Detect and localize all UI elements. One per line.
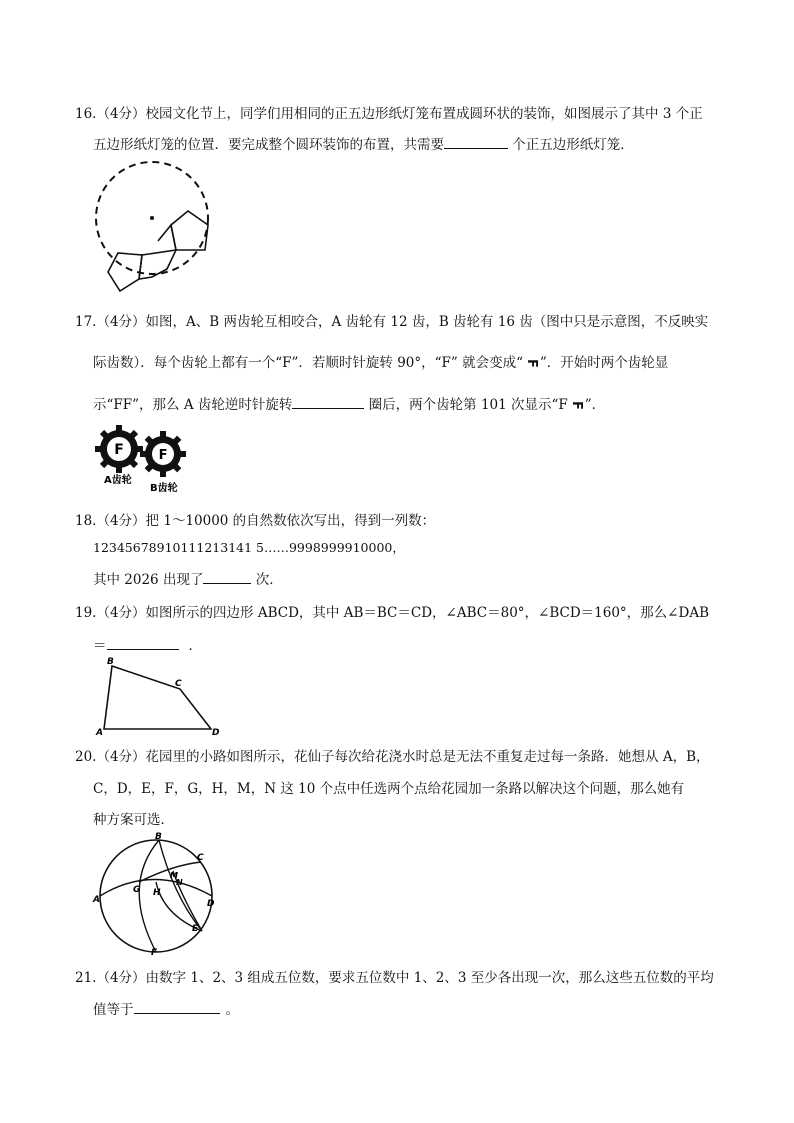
q18-line3: 其中 2026 出现了 次． xyxy=(93,568,283,588)
q18-number-sequence: 12345678910111213141 5……9998999910000， xyxy=(93,540,405,555)
q16-figure xyxy=(92,165,242,295)
q21-line1: 21.（4分）由数字 1、2、3 组成五位数，要求五位数中 1、2、3 至少各出现一次，那么这些五位数的平均 xyxy=(75,970,714,986)
q20-line1: 20.（4分）花园里的小路如图所示，花仙子每次给花浇水时总是无法不重复走过每一条路．她想从 A，B， xyxy=(75,749,710,765)
q16-line1: 16.（4分）校园文化节上，同学们用相同的正五边形纸灯笼布置成圆环状的装饰，如图展示了其中 3 个正 xyxy=(75,106,703,122)
q20-line3: 种方案可选． xyxy=(93,812,174,828)
gear-a xyxy=(95,425,143,473)
q17-line1: 17.（4分）如图，A、B 两齿轮互相咬合，A 齿轮有 12 齿，B 齿轮有 16 齿（图中只是示意图，不反映实 xyxy=(75,314,709,330)
point-e-label: E xyxy=(192,924,199,934)
ring-center xyxy=(150,216,154,220)
point-c-label: C xyxy=(175,679,182,689)
gear-b-glyph: F xyxy=(158,448,168,463)
q21-line2: 值等于 。 xyxy=(93,998,239,1018)
gear-b-label: B齿轮 xyxy=(150,483,178,494)
pentagon-2 xyxy=(139,250,176,279)
q19-line2: ＝ ． xyxy=(93,634,202,654)
quadrilateral-abcd xyxy=(104,666,211,729)
point-d-label: D xyxy=(212,728,220,738)
point-d-label: D xyxy=(207,899,215,909)
gear-a-glyph: F xyxy=(114,442,124,458)
point-n-label: N xyxy=(176,878,183,887)
answer-blank[interactable] xyxy=(107,635,179,650)
q20-line2: C，D，E，F，G，H，M，N 这 10 个点中任选两个点给花园加一条路以解决这个问题，那么她有 xyxy=(93,781,685,797)
point-f-label: F xyxy=(151,948,158,958)
pentagon-2-top xyxy=(158,225,176,250)
point-b-label: B xyxy=(155,832,162,842)
answer-blank[interactable] xyxy=(134,999,220,1014)
rotated-f-glyph: F xyxy=(568,401,584,410)
point-h-label: H xyxy=(153,888,161,898)
pentagon-1 xyxy=(108,253,142,291)
answer-blank[interactable] xyxy=(444,134,508,149)
q18-line1: 18.（4分）把 1～10000 的自然数依次写出，得到一列数： xyxy=(75,513,436,529)
gear-a-label: A齿轮 xyxy=(104,475,132,486)
point-g-label: G xyxy=(133,885,141,895)
point-b-label: B xyxy=(107,657,114,667)
q19-line1: 19.（4分）如图所示的四边形 ABCD，其中 AB＝BC＝CD，∠ABC＝80°，∠BCD＝160°，那么∠DAB xyxy=(75,605,709,621)
q17-gear-figure xyxy=(96,425,196,497)
point-m-label: M xyxy=(170,871,178,880)
point-a-label: A xyxy=(96,728,103,738)
q19-quadrilateral-figure xyxy=(95,655,225,737)
q17-line3: 示“FF”，那么 A 齿轮逆时针旋转 圈后，两个齿轮第 101 次显示“FF”． xyxy=(93,393,605,413)
answer-blank[interactable] xyxy=(292,394,364,409)
point-a-label: A xyxy=(93,895,100,905)
gear-b xyxy=(140,431,186,477)
rotated-f-glyph: F xyxy=(523,359,539,368)
point-c-label: C xyxy=(197,853,204,863)
q20-garden-paths-figure xyxy=(93,832,223,958)
q16-line2: 五边形纸灯笼的位置．要完成整个圆环装饰的布置，共需要 个正五边形纸灯笼． xyxy=(93,133,634,153)
answer-blank[interactable] xyxy=(203,569,251,584)
q17-line2: 际齿数）．每个齿轮上都有一个“F”．若顺时针旋转 90°，“F” 就会变成“F”．开始时两个齿轮显 xyxy=(93,355,669,371)
